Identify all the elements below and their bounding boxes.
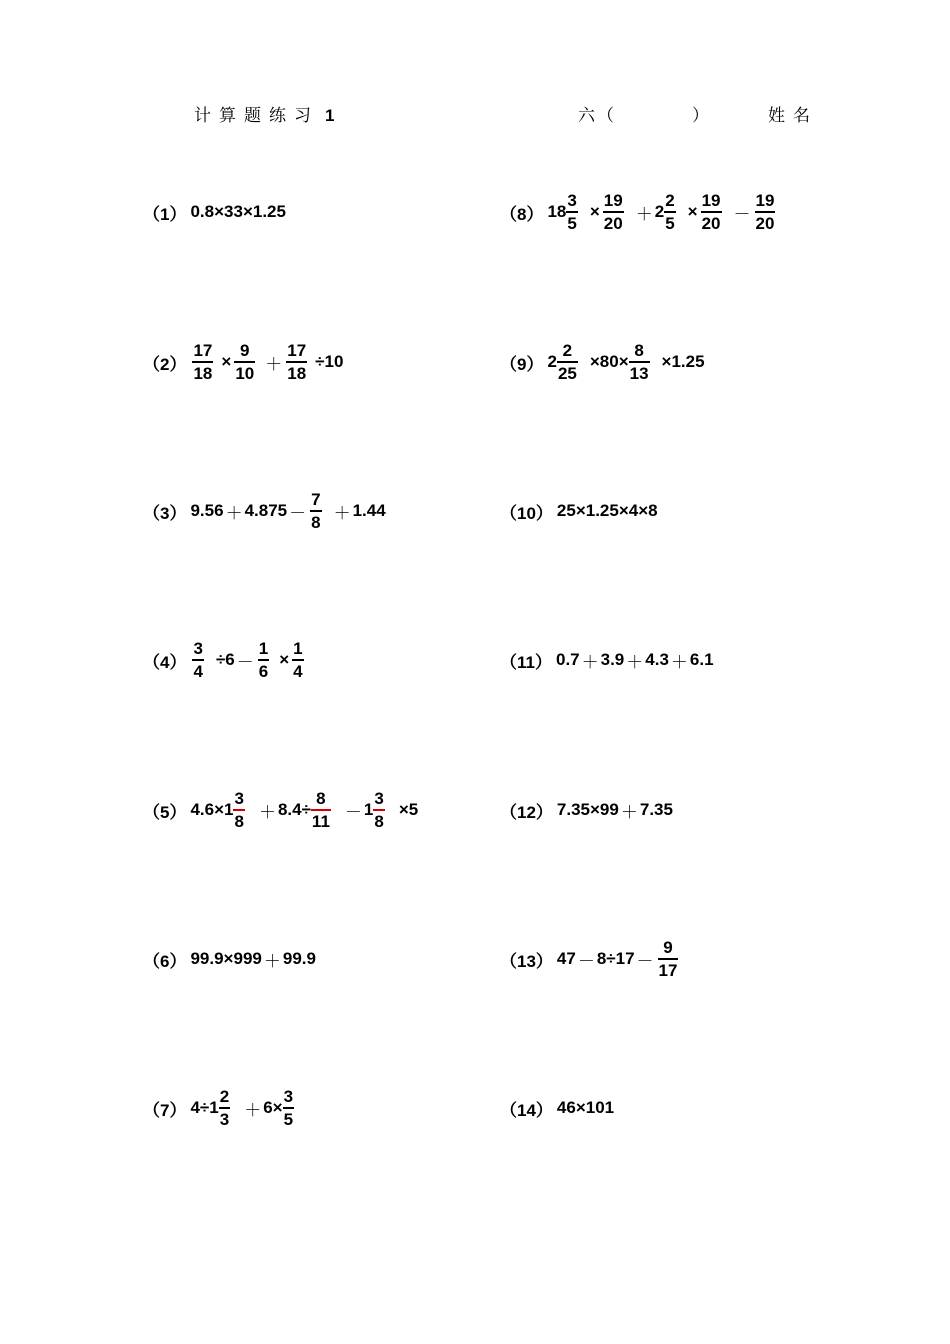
title-number: 1 bbox=[325, 106, 335, 125]
term: ×80× bbox=[589, 352, 629, 371]
term: 6× bbox=[263, 1098, 283, 1117]
problem-number: （9） bbox=[500, 354, 544, 374]
term: 9.56 bbox=[190, 501, 224, 520]
problem-number: （10） bbox=[500, 503, 553, 523]
expression: 46×101 bbox=[556, 1098, 615, 1117]
numerator: 3 bbox=[193, 639, 203, 659]
expression-tail: ×1.25 bbox=[661, 352, 705, 371]
numerator: 19 bbox=[755, 191, 775, 211]
denominator: 5 bbox=[665, 213, 675, 233]
problem-2 bbox=[143, 340, 343, 384]
operator: ＋ bbox=[258, 802, 276, 823]
fraction bbox=[258, 640, 269, 680]
numerator: 19 bbox=[701, 191, 721, 211]
fraction bbox=[629, 342, 650, 382]
denominator: 5 bbox=[283, 1109, 294, 1129]
fraction bbox=[283, 1088, 294, 1128]
problem-10 bbox=[500, 489, 658, 533]
fraction bbox=[292, 640, 303, 680]
operator: － bbox=[733, 204, 751, 225]
denominator: 13 bbox=[629, 363, 649, 383]
problem-4 bbox=[143, 638, 306, 682]
operator: ＋ bbox=[333, 503, 351, 524]
denominator: 6 bbox=[258, 661, 269, 681]
problem-number: （5） bbox=[143, 802, 187, 822]
numerator: 3 bbox=[234, 788, 244, 808]
denominator: 5 bbox=[567, 213, 577, 233]
operator: × bbox=[589, 202, 600, 221]
problem-12 bbox=[500, 788, 673, 832]
numerator: 19 bbox=[603, 191, 623, 211]
term: ÷6 bbox=[215, 650, 235, 669]
denominator: 17 bbox=[658, 960, 678, 980]
denominator: 18 bbox=[287, 363, 307, 383]
term: 2 bbox=[654, 202, 665, 221]
fraction bbox=[557, 342, 578, 382]
term: 3.9 bbox=[600, 650, 625, 669]
expression-tail: ÷10 bbox=[315, 352, 344, 371]
denominator: 8 bbox=[374, 812, 384, 832]
numerator: 2 bbox=[562, 341, 573, 361]
fraction bbox=[373, 790, 384, 830]
problem-13 bbox=[500, 937, 680, 981]
denominator: 8 bbox=[234, 812, 244, 832]
denominator: 11 bbox=[311, 812, 330, 832]
term: 18 bbox=[547, 202, 567, 221]
denominator: 8 bbox=[311, 512, 321, 532]
operator: ＋ bbox=[581, 652, 599, 673]
title-text: 计算题练习 bbox=[194, 106, 319, 126]
term: 4.875 bbox=[244, 501, 288, 520]
problem-7 bbox=[143, 1086, 296, 1130]
operator: － bbox=[344, 802, 362, 823]
operator: － bbox=[236, 652, 254, 673]
term: 6.1 bbox=[689, 650, 714, 669]
problem-number: （7） bbox=[143, 1100, 187, 1120]
fraction bbox=[192, 342, 213, 382]
term: 4.3 bbox=[645, 650, 669, 669]
problem-number: （4） bbox=[143, 652, 187, 672]
term: 7.35 bbox=[639, 800, 673, 819]
numerator: 9 bbox=[240, 341, 250, 361]
name-label: 姓名 bbox=[768, 106, 818, 126]
term: 2 bbox=[547, 352, 557, 371]
numerator: 9 bbox=[663, 938, 673, 958]
problem-number: （2） bbox=[143, 354, 187, 374]
fraction bbox=[664, 192, 675, 232]
numerator: 1 bbox=[258, 639, 269, 659]
numerator: 1 bbox=[293, 639, 303, 659]
problem-number: （1） bbox=[143, 204, 187, 224]
problem-number: （11） bbox=[500, 652, 552, 672]
grade-field: 六（ ） bbox=[578, 106, 711, 126]
problem-number: （12） bbox=[500, 802, 553, 822]
problem-number: （14） bbox=[500, 1100, 553, 1120]
numerator: 17 bbox=[287, 341, 307, 361]
operator: ＋ bbox=[635, 204, 653, 225]
operator: － bbox=[289, 503, 307, 524]
operator: ＋ bbox=[620, 802, 638, 823]
problem-9 bbox=[500, 340, 705, 384]
problem-6 bbox=[143, 937, 316, 981]
numerator: 8 bbox=[634, 341, 644, 361]
problem-1 bbox=[143, 190, 286, 234]
numerator: 7 bbox=[311, 490, 321, 510]
fraction bbox=[311, 790, 331, 830]
numerator: 2 bbox=[219, 1087, 230, 1107]
denominator: 10 bbox=[235, 363, 255, 383]
term: 99.9 bbox=[282, 949, 316, 968]
operator: × bbox=[687, 202, 698, 221]
operator: － bbox=[577, 951, 595, 972]
worksheet-title bbox=[194, 101, 334, 126]
expression: 0.8×33×1.25 bbox=[190, 202, 286, 221]
problem-14 bbox=[500, 1086, 614, 1130]
denominator: 20 bbox=[603, 213, 623, 233]
fraction bbox=[755, 192, 776, 232]
operator: ＋ bbox=[265, 354, 283, 375]
problem-5 bbox=[143, 788, 418, 832]
fraction bbox=[566, 192, 577, 232]
denominator: 4 bbox=[193, 661, 203, 681]
fraction bbox=[310, 491, 321, 531]
numerator: 3 bbox=[567, 191, 577, 211]
numerator: 3 bbox=[374, 788, 384, 808]
operator: ＋ bbox=[244, 1100, 262, 1121]
operator: × bbox=[221, 352, 232, 371]
term: 1 bbox=[363, 800, 374, 819]
numerator: 8 bbox=[316, 788, 326, 808]
denominator: 4 bbox=[293, 661, 303, 681]
operator: ＋ bbox=[225, 503, 243, 524]
operator: ＋ bbox=[626, 652, 644, 673]
term: 8÷17 bbox=[596, 949, 635, 968]
numerator: 2 bbox=[665, 191, 675, 211]
denominator: 20 bbox=[701, 213, 721, 233]
term: 4.6×1 bbox=[190, 800, 234, 819]
problem-number: （8） bbox=[500, 204, 544, 224]
term: 47 bbox=[556, 949, 576, 968]
denominator: 20 bbox=[755, 213, 775, 233]
fraction bbox=[701, 192, 722, 232]
problem-number: （3） bbox=[143, 503, 187, 523]
denominator: 3 bbox=[219, 1109, 230, 1129]
problem-3 bbox=[143, 489, 386, 533]
fraction bbox=[219, 1088, 230, 1128]
term: 0.7 bbox=[555, 650, 580, 669]
denominator: 25 bbox=[557, 363, 577, 383]
problem-number: （13） bbox=[500, 951, 553, 971]
problem-11 bbox=[500, 638, 714, 682]
term: 8.4÷ bbox=[277, 800, 311, 819]
fraction bbox=[234, 342, 255, 382]
problem-8 bbox=[500, 190, 777, 234]
denominator: 18 bbox=[193, 363, 213, 383]
fraction bbox=[192, 640, 203, 680]
term: 1.44 bbox=[352, 501, 386, 520]
expression-tail: ×5 bbox=[398, 800, 419, 819]
operator: － bbox=[636, 951, 654, 972]
term: 4÷1 bbox=[190, 1098, 219, 1117]
operator: ＋ bbox=[263, 951, 281, 972]
fraction bbox=[603, 192, 624, 232]
numerator: 3 bbox=[283, 1087, 294, 1107]
problem-number: （6） bbox=[143, 951, 187, 971]
fraction bbox=[286, 342, 307, 382]
operator: ＋ bbox=[670, 652, 688, 673]
expression: 25×1.25×4×8 bbox=[556, 501, 658, 520]
fraction bbox=[658, 939, 679, 979]
operator: × bbox=[279, 650, 290, 669]
fraction bbox=[233, 790, 244, 830]
term: 7.35×99 bbox=[556, 800, 619, 819]
numerator: 17 bbox=[193, 341, 213, 361]
term: 99.9×999 bbox=[190, 949, 262, 968]
